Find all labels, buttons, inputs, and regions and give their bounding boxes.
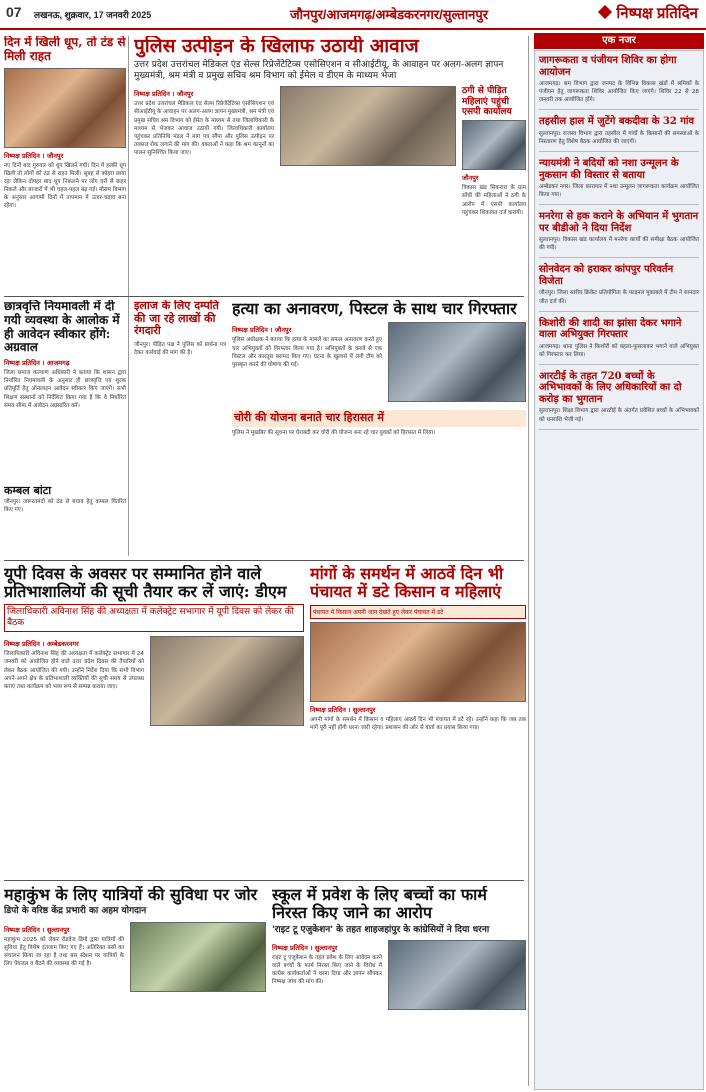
story-byline: निष्पक्ष प्रतिदिन । जौनपुर [134, 90, 194, 99]
story-body: जौनपुर। पीड़ित पक्ष ने पुलिस को प्रार्थना पत्र देकर कार्रवाई की मांग की है। [134, 341, 226, 357]
story-body: नए दिनों बाद गुरुवार को धूप खिलने गयी। दिन में हल्की धूप खिली तो लोगों को ठंड से राहत मिली। सुबह से कोहरा छाया रहा लेकिन दोपहर बाद धूप निकलने पर लोग घरों से बाहर निकले और बाजारों में भी चहल-पहल बढ़ गई। मौसम विभाग के अनुसार आगामी दिनों में तापमान में उतार-चढ़ाव बना रहेगा। [4, 162, 126, 210]
sidebar-brief [539, 158, 699, 205]
story-body: महाकुंभ 2025 को लेकर रोडवेज डिपो द्वारा यात्रियों की सुविधा हेतु विशेष इंतजाम किए गए हैं। अतिरिक्त बसों का संचालन किया जा रहा है तथा बस स्टेशन पर यात्रियों के लिए पेयजल व बैठने की व्यवस्था की गई है। [4, 936, 124, 967]
story-deck: डिपो के वरिष्ठ केंद्र प्रभारी का अहम योगदान [4, 906, 147, 917]
sidebar-brief [539, 55, 699, 110]
sidebar-brief-headline: किशोरी की शादी का झांसा देकर भगाने वाला अभियुक्त गिरफ्तार [539, 317, 682, 341]
story-headline: पुलिस उत्पीड़न के खिलाफ उठायी आवाज [134, 36, 419, 57]
story-headline: इलाज के लिए दम्पति की जा रहे लाखों की रंगदारी [134, 300, 219, 338]
sidebar-brief [539, 116, 699, 152]
sidebar-brief-body: आजमगढ़। श्रम विभाग द्वारा जनपद के विभिन्न विकास खंडों में श्रमिकों के पंजीयन हेतु जागरूकता शिविर आयोजित किए जाएंगे। शिविर 22 से 28 जनवरी तक आयोजित होंगे। [539, 81, 699, 104]
story-body: जिलाधिकारी अविनाश सिंह की अध्यक्षता में कलेक्ट्रेट सभागार में 24 जनवरी को आयोजित होने वाले उत्तर प्रदेश दिवस की तैयारियों को लेकर बैठक आयोजित की गयी। उन्होंने निर्देश दिया कि सभी विभाग अपने-अपने क्षेत्र के प्रतिभाशाली व्यक्तियों की सूची समय से उपलब्ध कराएं तथा कार्यक्रम को भव्य रूप से सम्पन्न कराया जाए। [4, 651, 144, 690]
story-photo [150, 636, 304, 726]
story-headline: चोरी की योजना बनाते चार हिरासत में [232, 410, 526, 427]
photo-caption: पंचायत में किसान अपनी जान देखते हुए लेकर पंचायत में डटे [310, 605, 526, 619]
sidebar-brief-body: आजमगढ़। थाना पुलिस ने किशोरी को बहला-फुसलाकर भगाने वाले अभियुक्त को गिरफ्तार कर लिया। [539, 343, 699, 358]
sidebar-brief-body: अम्बेडकर नगर। जिला कारागार में नशा उन्मूलन जागरूकता कार्यक्रम आयोजित किया गया। [539, 184, 699, 199]
sidebar-brief-headline: तहसील हाल में जुटेंगे बकदीवा के 32 गांव [539, 116, 695, 128]
story-body: पुलिस ने मुखबिर की सूचना पर घेराबंदी कर चोरी की योजना बना रहे चार युवकों को हिरासत में लिया। [232, 430, 436, 437]
story-byline: निष्पक्ष प्रतिदिन । जौनपुर [4, 151, 64, 160]
story-body: राइट टू एजुकेशन के तहत प्रवेश के लिए आवेदन करने वाले बच्चों के फार्म निरस्त किए जाने के विरोध में कांग्रेस कार्यकर्ताओं ने धरना दिया और ज्ञापन सौंपकर निष्पक्ष जांच की मांग की। [272, 955, 382, 986]
story-body: पुलिस अधीक्षक ने बताया कि हत्या के मामले का सफल अनावरण करते हुए चार अभियुक्तों को गिरफ्तार किया गया है। अभियुक्तों के कब्जे से एक पिस्टल और कारतूस बरामद किए गए। घटना के खुलासे में लगी टीम को पुरस्कृत करने की घोषणा की गई। [232, 337, 382, 368]
sidebar-brief-body: सुल्तानपुर। विकास खंड कार्यालय में मनरेगा कार्यों की समीक्षा बैठक आयोजित की गयी। [539, 237, 699, 252]
section-divider [4, 880, 524, 881]
story-weather [4, 36, 126, 291]
story-photo [388, 940, 526, 1010]
sidebar-brief [539, 371, 699, 430]
story-byline: निष्पक्ष प्रतिदिन । सुल्तानपुर [272, 944, 338, 953]
story-mahakumbh [4, 886, 266, 1086]
sidebar-briefs [534, 50, 704, 1090]
story-body: विकास खंड सिकरारा के ग्राम सोंधी की महिलाओं ने ठगी के आरोप में एसपी कार्यालय पहुंचकर शिकायत दर्ज करायी। [462, 185, 526, 216]
section-divider [4, 560, 524, 561]
story-headline: छात्रवृत्ति नियमावली में दी गयी व्यवस्था के आलोक में ही आवेदन स्वीकार होंगे: अग्रवाल [4, 300, 120, 355]
story-blanket [4, 485, 126, 555]
sidebar-brief-headline: आरटीई के तहत 720 बच्चों के अभिभावकों के लिए अधिकारियों का दो करोड़ का भुगतान [539, 370, 682, 405]
story-headline: स्कूल में प्रवेश के लिए बच्चों का फार्म निरस्त किए जाने का आरोप [272, 886, 487, 923]
sidebar-brief-body: जौनपुर। जिला स्तरीय क्रिकेट प्रतियोगिता के फाइनल मुकाबले में टीम ने शानदार जीत दर्ज की। [539, 290, 699, 305]
masthead-logo: निष्पक्ष प्रतिदिन [616, 5, 698, 22]
page-number: 07 [6, 4, 22, 20]
story-photo [4, 68, 126, 148]
page-header [0, 0, 706, 30]
sidebar-brief-headline: मनरेगा से हक कराने के अभियान में भुगतान पर बीडीओ ने दिया निर्देश [539, 211, 699, 234]
story-headline: यूपी दिवस के अवसर पर सम्मानित होने वाले प्रतिभाशालियों की सूची तैयार कर लें जाएं: डीएम [4, 565, 287, 602]
story-byline: निष्पक्ष प्रतिदिन । आजमगढ़ [4, 359, 70, 368]
story-murder-solved [232, 300, 526, 555]
sidebar-brief [539, 211, 699, 258]
story-byline: निष्पक्ष प्रतिदिन । जौनपुर [232, 326, 292, 335]
story-police-harassment [134, 36, 526, 292]
story-photo [130, 922, 266, 992]
column-rule [528, 36, 529, 1086]
story-deck: उत्तर प्रदेश उत्तरांचल मेडिकल एंड सेल्स रिप्रेजेंटेटिव्स एसोसिएशन व सीआईटीयू, के आवाहन पर अलग-अलग ज्ञापन मुख्यमंत्री, श्रम मंत्री व प्रमुख सचिव श्रम विभाग को ईमेल व डीएम के माध्यम भेजा [134, 59, 504, 82]
section-title: जौनपुर/आजमगढ़/अम्बेडकरनगर/सुल्तानपुर [290, 7, 489, 22]
sidebar-brief-headline: न्यायमंत्री ने बदियों को नशा उन्मूलन के नुकसान की विस्तार से बताया [539, 158, 679, 181]
story-extortion [134, 300, 226, 555]
story-farmers-protest [310, 565, 526, 877]
story-photo [310, 622, 526, 702]
story-headline: दिन में खिली धूप, तो टंड से मिली राहत [4, 36, 126, 63]
story-byline: निष्पक्ष प्रतिदिन । अम्बेडकरनगर [4, 640, 79, 649]
story-up-diwas [4, 565, 304, 877]
story-body: जिला समाज कल्याण अधिकारी ने बताया कि शासन द्वारा निर्धारित नियमावली के अनुसार ही छात्रवृत्ति एवं शुल्क प्रतिपूर्ति हेतु ऑनलाइन आवेदन स्वीकार किए जाएंगे। सभी शिक्षण संस्थानों को निर्देशित किया गया है कि वे निर्धारित समय सीमा में आवेदन अग्रसारित करें। [4, 370, 126, 409]
sidebar-brief-headline: जागरूकता व पंजीयन शिविर का होगा आयोजन [539, 55, 677, 78]
sidebar-brief [539, 264, 699, 311]
story-byline: जौनपुर [462, 174, 479, 183]
sidebar-brief-headline: सोनवेदन को हराकर कांपपुर परिवर्तन विजेता [539, 264, 674, 287]
story-rte-protest [272, 886, 526, 1086]
story-photo [280, 86, 456, 166]
story-headline: हत्या का अनावरण, पिस्टल के साथ चार गिरफ्तार [232, 300, 517, 318]
story-body: उत्तर प्रदेश उत्तरांचल मेडिकल एंड सेल्स रिप्रेजेंटेटिव्स एसोसिएशन एवं सीआईटीयू के आवाहन पर अलग-अलग ज्ञापन मुख्यमंत्री, श्रम मंत्री एवं प्रमुख सचिव श्रम विभाग को ईमेल के माध्यम से तथा जिलाधिकारी के माध्यम से भेजकर आवाज उठायी गयी। जिलाधिकारी कार्यालय पहुंचकर प्रतिनिधि मंडल ने मांग पत्र सौंपा और पुलिस उत्पीड़न पर तत्काल रोक लगाने की मांग की। वक्ताओं ने कहा कि श्रम कानूनों का पालन सुनिश्चित किया जाए। [134, 101, 274, 156]
sidebar-tag: एक नजर [534, 33, 704, 49]
story-headline: महाकुंभ के लिए यात्रियों की सुविधा पर जोर [4, 886, 258, 904]
story-deck: जिलाधिकारी अविनाश सिंह की अध्यक्षता में कलेक्ट्रेट सभागार में यूपी दिवस को लेकर की बैठक [4, 604, 304, 633]
dateline: लखनऊ, शुक्रवार, 17 जनवरी 2025 [34, 10, 152, 20]
section-divider [4, 296, 524, 297]
story-photo [388, 322, 526, 402]
sidebar-brief-body: सुल्तानपुर। राजस्व विभाग द्वारा तहसील में गांवों के किसानों की समस्याओं के निस्तारण हेतु विशेष बैठक आयोजित की जाएगी। [539, 130, 699, 145]
story-byline: निष्पक्ष प्रतिदिन । सुल्तानपुर [310, 705, 376, 714]
story-body: जौनपुर। जरूरतमंदों को ठंड से बचाव हेतु कम्बल वितरित किए गए। [4, 498, 126, 513]
story-headline: मांगों के समर्थन में आठवें दिन भी पंचायत में डटे किसान व महिलाएं [310, 565, 504, 602]
sidebar-brief-body: सुल्तानपुर। शिक्षा विभाग द्वारा आरटीई के अंतर्गत प्रवेशित बच्चों के अभिभावकों को धनराशि भेजी गई। [539, 408, 699, 423]
sidebar-brief [539, 318, 699, 365]
story-headline: ठगी से पीड़ित महिलाएं पहुंची एसपी कार्यालय [462, 86, 512, 118]
story-deck: 'राइट टू एजुकेशन' के तहत शाहजहांपुर के कांग्रेसियों ने दिया धरना [272, 924, 490, 935]
story-headline: कम्बल बांटा [4, 485, 52, 497]
story-body: अपनी मांगों के समर्थन में किसान व महिलाएं आठवें दिन भी पंचायत में डटे रहे। उन्होंने कहा कि जब तक मांगें पूरी नहीं होंगी धरना जारी रहेगा। प्रशासन की ओर से वार्ता का प्रयास किया गया। [310, 716, 526, 731]
story-byline: निष्पक्ष प्रतिदिन । सुल्तानपुर [4, 925, 70, 934]
story-photo [462, 120, 526, 170]
story-scholarship [4, 300, 126, 480]
